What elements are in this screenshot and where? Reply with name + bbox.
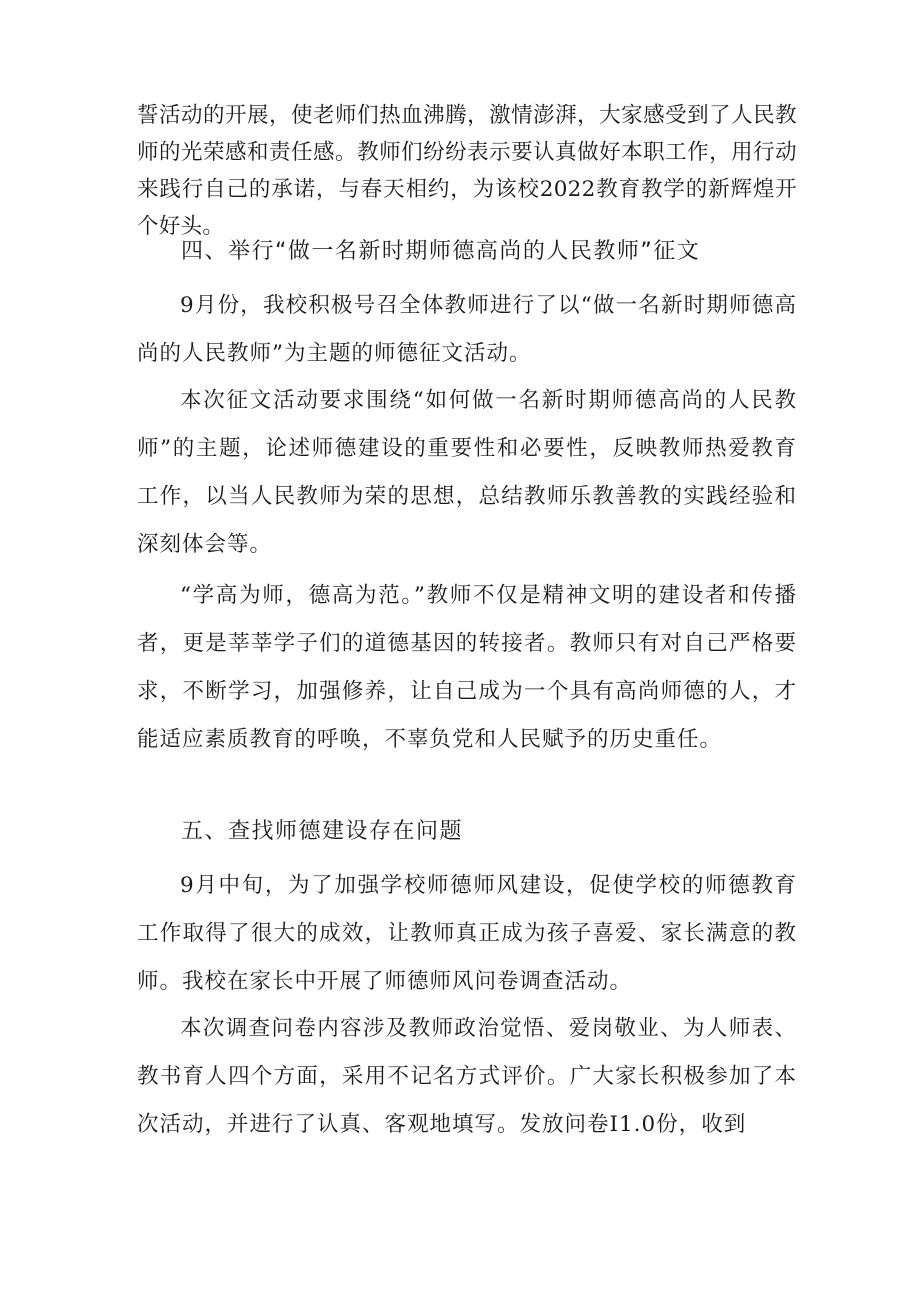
- section-4-paragraph-3: “学高为师，德高为范。”教师不仅是精神文明的建设者和传播者，更是莘莘学子们的道德基因的转接者。教师只有对自己严格要求，不断学习，加强修养，让自己成为一个具有高尚师德的人，才能适应素质教育的呼唤，不辜负党和人民赋予的历史重任。: [137, 583, 797, 752]
- section-5-paragraph-1: 9月中旬，为了加强学校师德师风建设，促使学校的师德教育工作取得了很大的成效，让教师真正成为孩子喜爱、家长满意的教师。我校在家长中开展了师德师风问卷调查活动。: [137, 873, 797, 994]
- section-4-paragraph-1: 9月份，我校积极号召全体教师进行了以“做一名新时期师德高尚的人民教师”为主题的师德征文活动。: [137, 293, 797, 366]
- section-4-heading: 四、举行“做一名新时期师德高尚的人民教师”征文: [181, 239, 701, 264]
- section-5-paragraph-2: 本次调查问卷内容涉及教师政治觉悟、爱岗敬业、为人师表、教书育人四个方面，采用不记名方式评价。广大家长积极参加了本次活动，并进行了认真、客观地填写。发放问卷I1.0份，收到: [137, 1016, 797, 1137]
- section-5-heading: 五、查找师德建设存在问题: [181, 819, 464, 844]
- intro-paragraph: 誓活动的开展，使老师们热血沸腾，激情澎湃，大家感受到了人民教师的光荣感和责任感。教师们纷纷表示要认真做好本职工作，用行动来践行自己的承诺，与春天相约，为该校2022教育教学的新辉煌开个好头。: [137, 103, 797, 239]
- section-4-paragraph-2: 本次征文活动要求围绕“如何做一名新时期师德高尚的人民教师”的主题，论述师德建设的重要性和必要性，反映教师热爱教育工作，以当人民教师为荣的思想，总结教师乐教善教的实践经验和深刻体会等。: [137, 388, 797, 557]
